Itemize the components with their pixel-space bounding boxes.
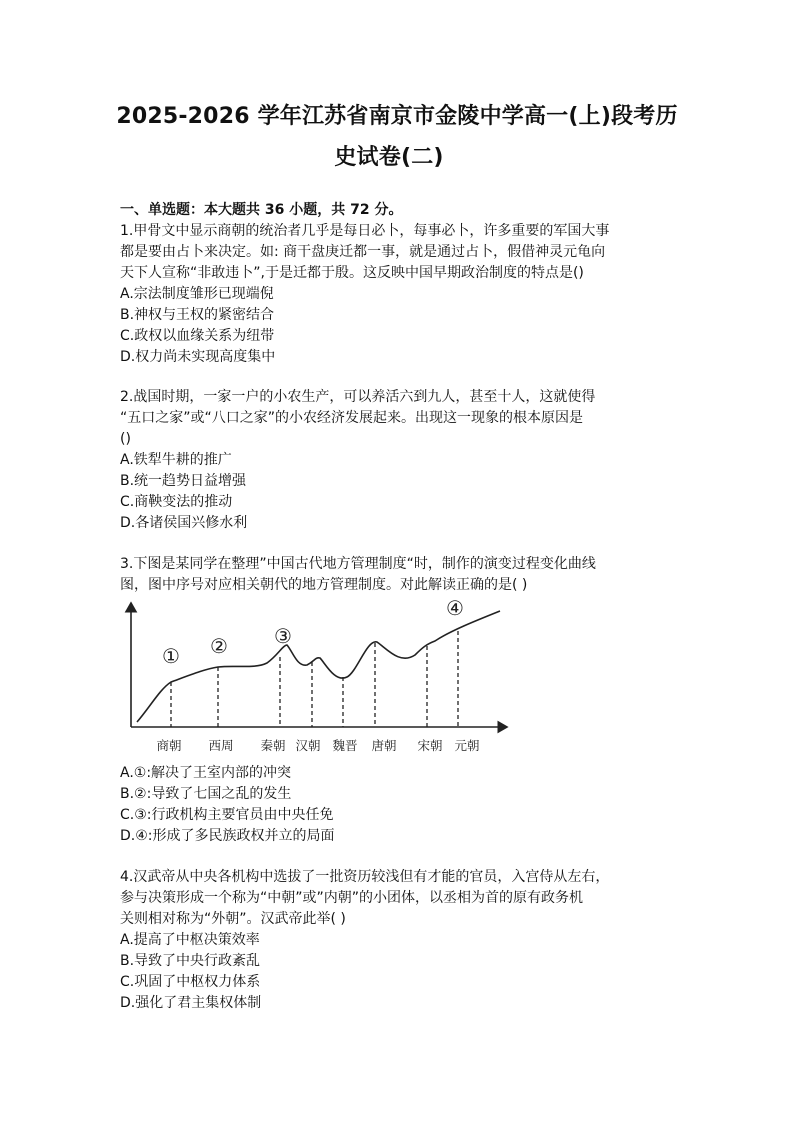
x-tick-label: 商朝 [156, 738, 182, 753]
option-d[interactable]: D.权力尚未实现高度集中 [120, 349, 276, 365]
option-b[interactable]: B.统一趋势日益增强 [120, 473, 247, 489]
option-b[interactable]: B.导致了中央行政紊乱 [120, 953, 261, 969]
question-stem-line: 2.战国时期，一家一户的小农生产，可以养活六到九人，甚至十人，这就使得 [120, 389, 596, 405]
question-stem-line: 1.甲骨文中显示商朝的统治者几乎是每日必卜，每事必卜，许多重要的军国大事 [120, 223, 610, 239]
option-a[interactable]: A.提高了中枢决策效率 [120, 932, 260, 948]
option-c[interactable]: C.③:行政机构主要官员由中央任免 [120, 807, 334, 823]
section-heading: 一、单选题：本大题共 36 小题，共 72 分。 [120, 202, 403, 218]
question-stem-line: () [120, 431, 131, 447]
question-stem-line: 图，图中序号对应相关朝代的地方管理制度。对此解读正确的是( ) [120, 577, 528, 593]
question-stem-line: 4.汉武帝从中央各机构中选拔了一批资历较浅但有才能的官员，入宫侍从左右， [120, 869, 610, 885]
x-tick-label: 魏晋 [332, 738, 358, 753]
x-tick-labels [156, 738, 479, 753]
question-stem-line: 关则相对称为“外朝”。汉武帝此举( ) [120, 911, 346, 927]
option-b[interactable]: B.②:导致了七国之乱的发生 [120, 786, 292, 802]
option-a[interactable]: A.①:解决了王室内部的冲突 [120, 765, 292, 781]
option-d[interactable]: D.强化了君主集权体制 [120, 995, 262, 1011]
x-tick-label: 西周 [208, 738, 234, 753]
question-2 [120, 387, 690, 534]
option-d[interactable]: D.各诸侯国兴修水利 [120, 515, 248, 531]
trend-curve [137, 611, 500, 722]
x-tick-label: 元朝 [454, 738, 480, 753]
question-3 [120, 554, 690, 596]
question-stem-line: 天下人宣称“非敢违卜”,于是迁都于殷。这反映中国早期政治制度的特点是() [120, 265, 584, 281]
curve-marker: ① [162, 644, 180, 668]
option-c[interactable]: C.商鞅变法的推动 [120, 494, 233, 510]
question-4 [120, 867, 690, 1014]
exam-title-line2: 史试卷(二) [334, 145, 444, 170]
option-c[interactable]: C.政权以血缘关系为纽带 [120, 328, 275, 344]
exam-title-line1: 2025-2026 学年江苏省南京市金陵中学高一(上)段考历 [116, 104, 678, 129]
x-tick-label: 宋朝 [417, 738, 443, 753]
question-stem-line: 都是要由占卜来决定。如: 商干盘庚迁都一事，就是通过占卜，假借神灵元龟向 [120, 244, 606, 260]
curve-markers [162, 597, 464, 668]
option-a[interactable]: A.铁犁牛耕的推广 [120, 452, 232, 468]
option-a[interactable]: A.宗法制度雏形已现端倪 [120, 286, 274, 302]
chart-svg [115, 597, 515, 762]
x-tick-label: 唐朝 [371, 738, 397, 753]
curve-marker: ② [210, 634, 228, 658]
question-1 [120, 221, 690, 368]
question-stem-line: “五口之家”或“八口之家”的小农经济发展起来。出现这一现象的根本原因是 [120, 410, 584, 426]
question-3-options [120, 763, 690, 847]
evolution-curve-chart [115, 597, 515, 762]
curve-marker: ④ [446, 597, 464, 620]
x-tick-label: 汉朝 [295, 738, 321, 753]
question-stem-line: 3.下图是某同学在整理”中国古代地方管理制度“时，制作的演变过程变化曲线 [120, 556, 596, 572]
option-d[interactable]: D.④:形成了多民族政权并立的局面 [120, 828, 335, 844]
x-tick-label: 秦朝 [260, 738, 286, 753]
option-b[interactable]: B.神权与王权的紧密结合 [120, 307, 275, 323]
option-c[interactable]: C.巩固了中枢权力体系 [120, 974, 261, 990]
question-stem-line: 参与决策形成一个称为“中朝”或”内朝”的小团体，以丞相为首的原有政务机 [120, 890, 584, 906]
curve-marker: ③ [274, 624, 292, 648]
